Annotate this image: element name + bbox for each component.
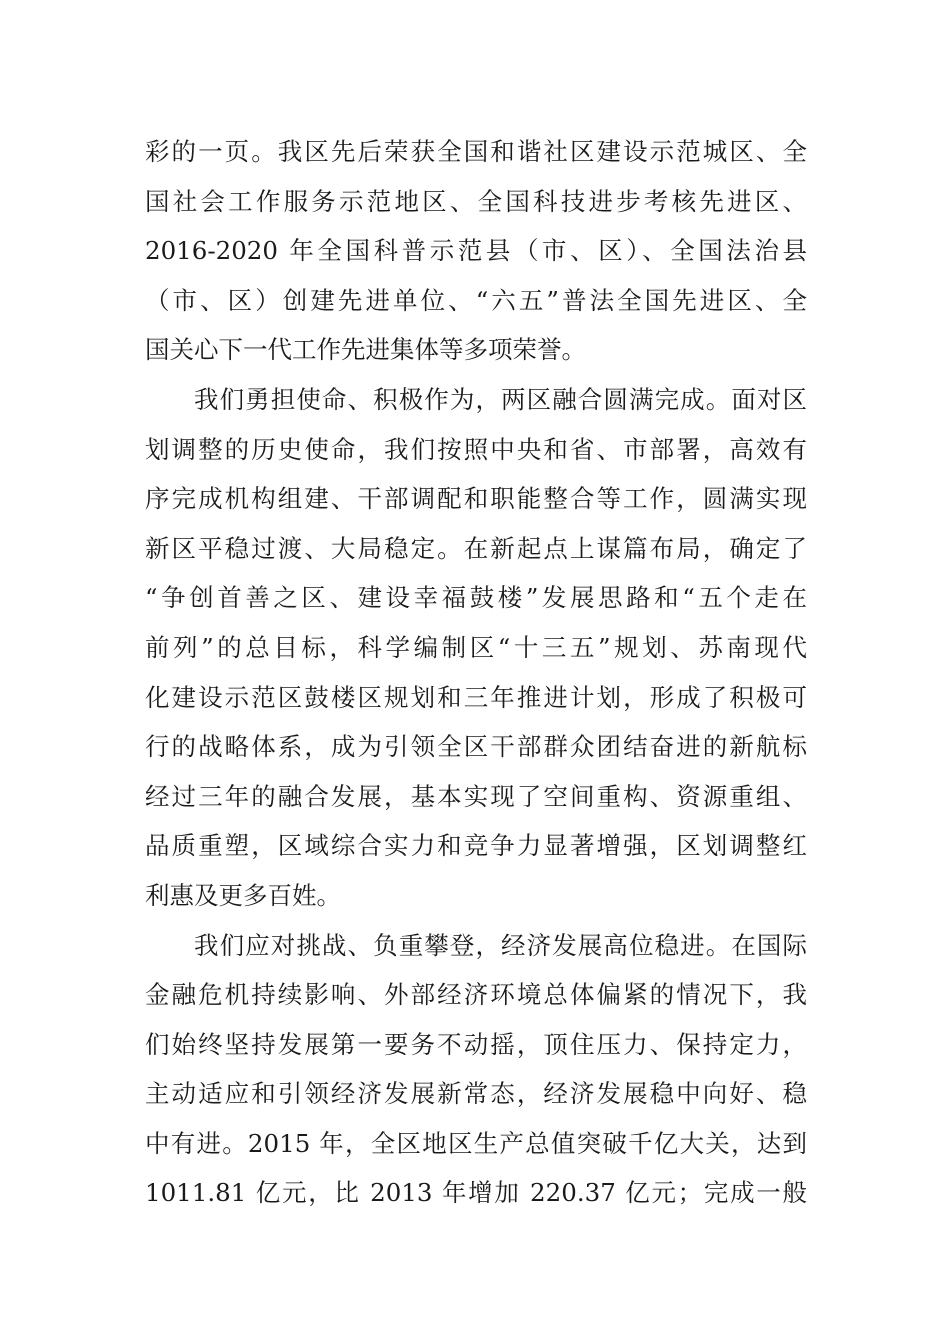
text-line: 中有进。2015 年，全区地区生产总值突破千亿大关，达到 bbox=[145, 1128, 807, 1158]
text-line: 1011.81 亿元，比 2013 年增加 220.37 亿元；完成一般 bbox=[145, 1178, 807, 1208]
text-line: 利惠及更多百姓。 bbox=[145, 880, 341, 910]
text-line: “争创首善之区、建设幸福鼓楼”发展思路和“五个走在 bbox=[145, 583, 807, 613]
text-line: 品质重塑，区域综合实力和竞争力显著增强，区划调整红 bbox=[145, 831, 807, 861]
text-line: 划调整的历史使命，我们按照中央和省、市部署，高效有 bbox=[145, 434, 807, 464]
text-line: 序完成机构组建、干部调配和职能整合等工作，圆满实现 bbox=[145, 484, 807, 514]
text-line: 主动适应和引领经济发展新常态，经济发展稳中向好、稳 bbox=[145, 1079, 807, 1109]
paragraph-start-line: 我们勇担使命、积极作为，两区融合圆满完成。面对区 bbox=[194, 384, 807, 414]
text-line: （市、区）创建先进单位、“六五”普法全国先进区、全 bbox=[145, 285, 807, 315]
text-line: 2016-2020 年全国科普示范县（市、区）、全国法治县 bbox=[145, 236, 807, 266]
body-text bbox=[145, 127, 807, 1218]
text-line: 们始终坚持发展第一要务不动摇，顶住压力、保持定力， bbox=[145, 1029, 807, 1059]
text-line: 彩的一页。我区先后荣获全国和谐社区建设示范城区、全 bbox=[145, 137, 807, 166]
text-line: 前列”的总目标，科学编制区“十三五”规划、苏南现代 bbox=[145, 632, 807, 662]
paragraph-start-line: 我们应对挑战、负重攀登，经济发展高位稳进。在国际 bbox=[194, 930, 807, 960]
text-line: 经过三年的融合发展，基本实现了空间重构、资源重组、 bbox=[145, 781, 807, 811]
text-line: 国关心下一代工作先进集体等多项荣誉。 bbox=[145, 335, 586, 365]
text-line: 化建设示范区鼓楼区规划和三年推进计划，形成了积极可 bbox=[145, 682, 807, 712]
text-line: 金融危机持续影响、外部经济环境总体偏紧的情况下，我 bbox=[145, 980, 807, 1010]
text-line: 新区平稳过渡、大局稳定。在新起点上谋篇布局，确定了 bbox=[145, 533, 807, 563]
text-line: 国社会工作服务示范地区、全国科技进步考核先进区、 bbox=[145, 186, 807, 216]
text-line: 行的战略体系，成为引领全区干部群众团结奋进的新航标 bbox=[145, 732, 807, 762]
